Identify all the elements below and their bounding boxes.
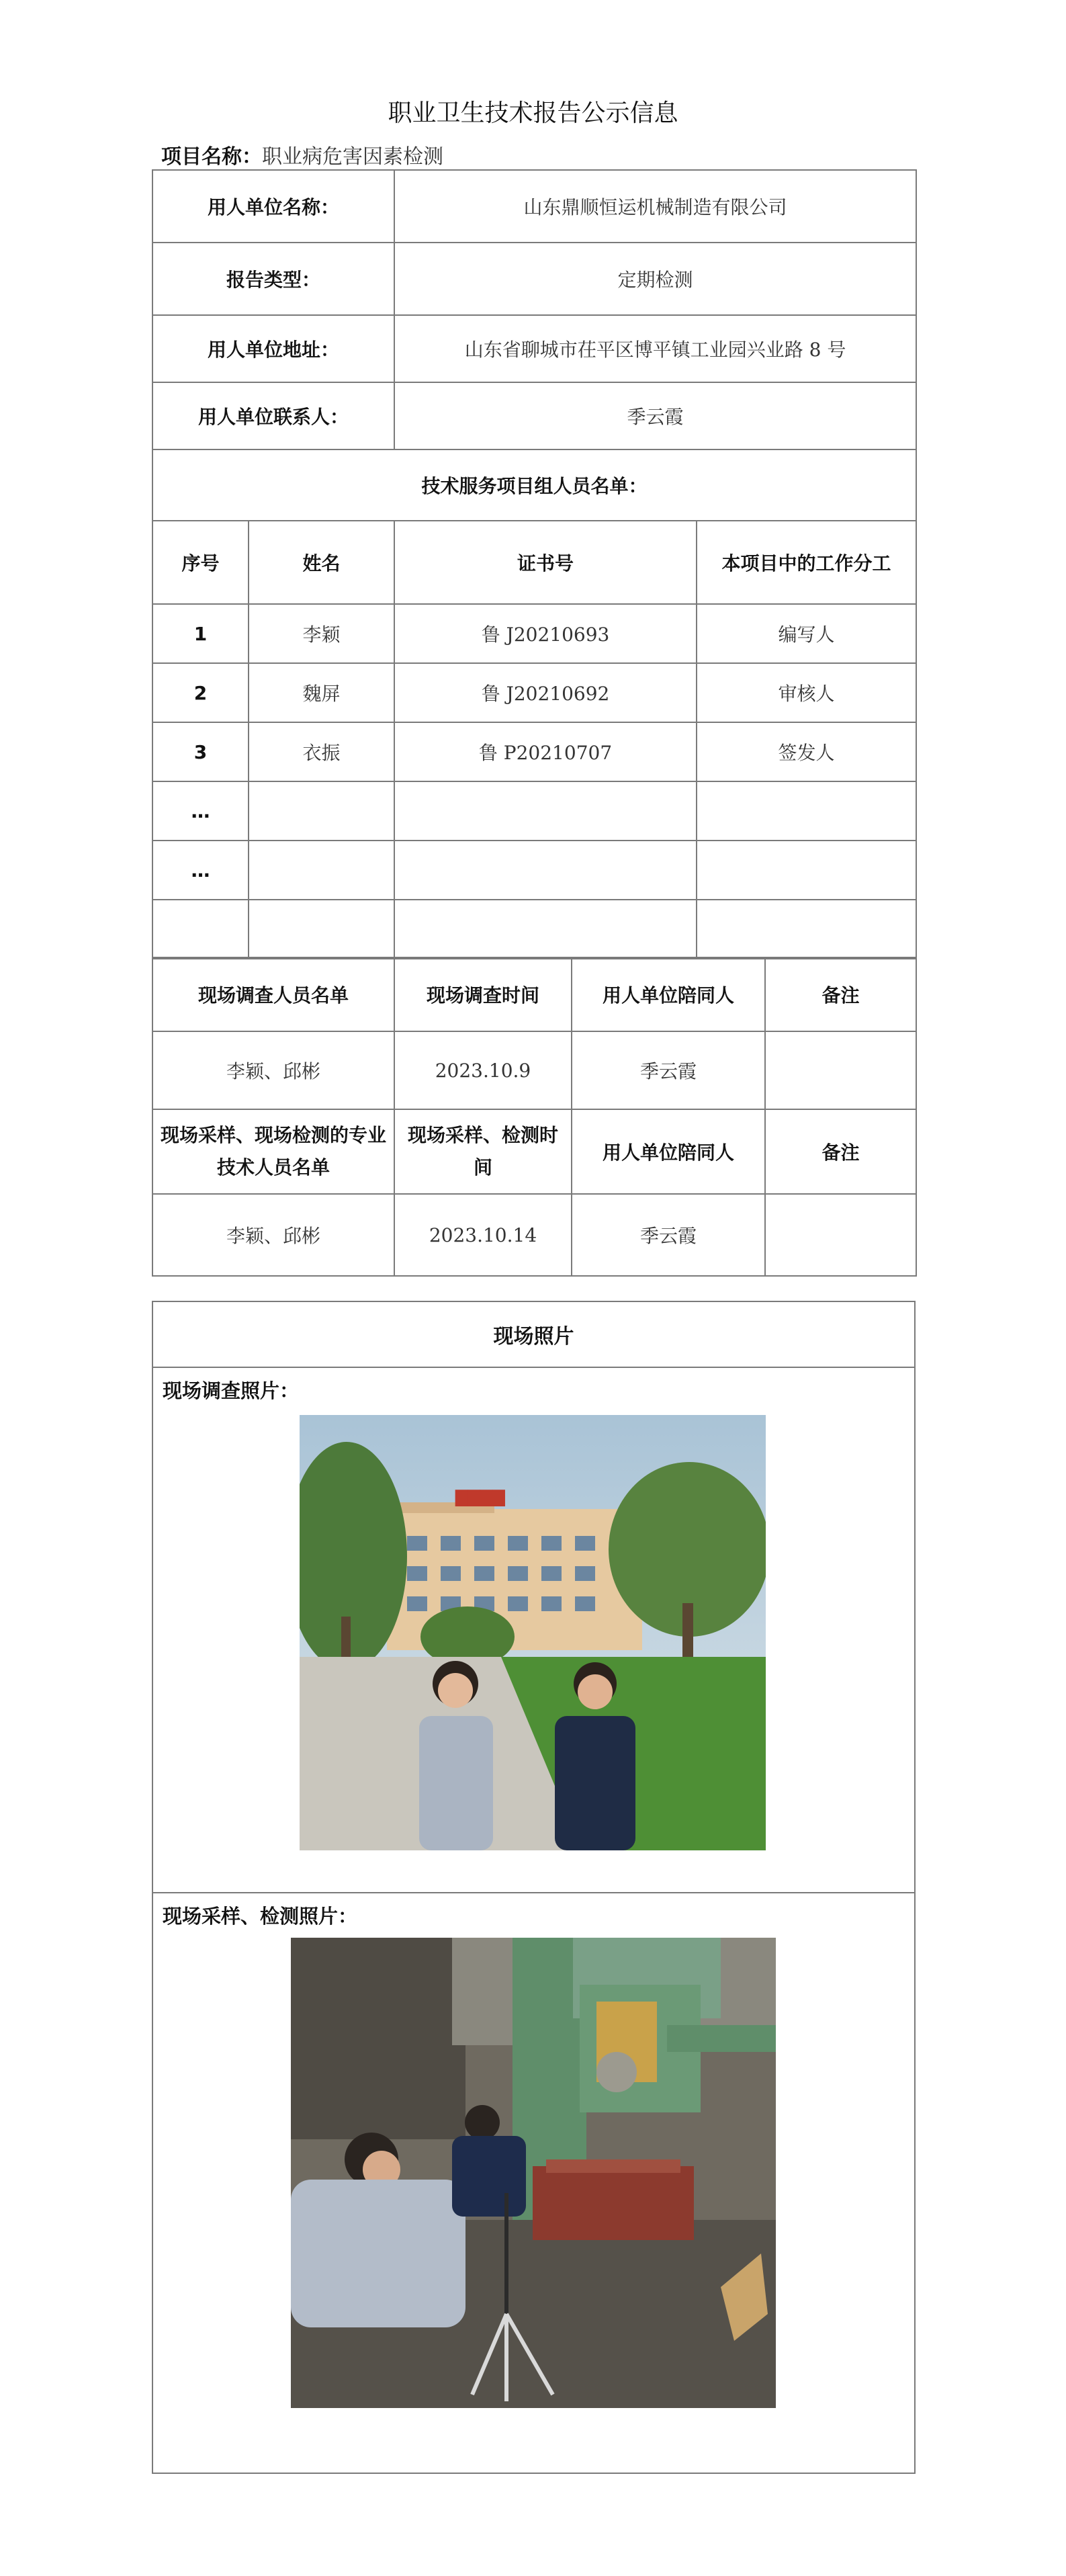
employer-address-value: 山东省聊城市茌平区博平镇工业园兴业路 8 号 bbox=[394, 315, 916, 382]
team-row-cert bbox=[394, 781, 697, 841]
project-value: 职业病危害因素检测 bbox=[262, 145, 443, 169]
team-row-role bbox=[697, 900, 916, 959]
project-label: 项目名称： bbox=[161, 145, 262, 169]
survey-header-escort: 用人单位陪同人 bbox=[572, 957, 765, 1031]
team-row-index: … bbox=[152, 781, 249, 841]
survey-header-remark: 备注 bbox=[765, 957, 916, 1031]
survey-data-row bbox=[152, 1031, 916, 1109]
team-row-index bbox=[152, 900, 249, 959]
team-row-index: 1 bbox=[152, 604, 249, 663]
team-row-name: 李颖 bbox=[249, 604, 394, 663]
employer-contact-label: 用人单位联系人： bbox=[152, 382, 394, 449]
team-row-cert: 鲁 J20210692 bbox=[394, 663, 697, 722]
survey-escort: 季云霞 bbox=[572, 1031, 765, 1109]
team-row-role bbox=[697, 841, 916, 900]
team-header-role: 本项目中的工作分工 bbox=[697, 521, 916, 604]
team-header-row bbox=[152, 521, 916, 604]
team-row-name: 魏屏 bbox=[249, 663, 394, 722]
survey-photo-section bbox=[153, 1368, 914, 1893]
team-row-cert: 鲁 P20210707 bbox=[394, 722, 697, 781]
team-row-name bbox=[249, 781, 394, 841]
photo-section-title: 现场照片 bbox=[153, 1302, 914, 1368]
employer-contact-row bbox=[152, 382, 916, 449]
team-row-cert: 鲁 J20210693 bbox=[394, 604, 697, 663]
survey-header-staff: 现场调查人员名单 bbox=[152, 957, 394, 1031]
sampling-staff: 李颖、邱彬 bbox=[152, 1194, 394, 1276]
sampling-header-time: 现场采样、检测时间 bbox=[394, 1109, 572, 1194]
report-type-label: 报告类型： bbox=[152, 243, 394, 315]
team-row-cert bbox=[394, 900, 697, 959]
table-row bbox=[152, 781, 916, 841]
sampling-time: 2023.10.14 bbox=[394, 1194, 572, 1276]
sampling-header-row bbox=[152, 1109, 916, 1194]
info-table bbox=[152, 169, 917, 959]
team-row-name bbox=[249, 900, 394, 959]
survey-table bbox=[152, 957, 917, 1277]
team-title: 技术服务项目组人员名单： bbox=[152, 449, 916, 521]
team-row-role: 编写人 bbox=[697, 604, 916, 663]
svg-text:▇▇▇▇: ▇▇▇▇ bbox=[455, 1488, 505, 1506]
sampling-header-staff: 现场采样、现场检测的专业技术人员名单 bbox=[152, 1109, 394, 1194]
team-header-index: 序号 bbox=[152, 521, 249, 604]
sampling-photo-label: 现场采样、检测照片： bbox=[163, 1905, 358, 1928]
team-row-name: 衣振 bbox=[249, 722, 394, 781]
team-row-role: 审核人 bbox=[697, 663, 916, 722]
survey-staff: 李颖、邱彬 bbox=[152, 1031, 394, 1109]
survey-photo-illustration bbox=[300, 1415, 766, 1850]
table-row bbox=[152, 722, 916, 781]
table-row bbox=[152, 900, 916, 959]
team-row-role bbox=[697, 781, 916, 841]
team-row-role: 签发人 bbox=[697, 722, 916, 781]
employer-name-row bbox=[152, 170, 916, 243]
employer-address-label: 用人单位地址： bbox=[152, 315, 394, 382]
table-row bbox=[152, 841, 916, 900]
report-type-row bbox=[152, 243, 916, 315]
sampling-data-row bbox=[152, 1194, 916, 1276]
survey-header-time: 现场调查时间 bbox=[394, 957, 572, 1031]
team-header-name: 姓名 bbox=[249, 521, 394, 604]
survey-header-row bbox=[152, 957, 916, 1031]
employer-contact-value: 季云霞 bbox=[394, 382, 916, 449]
sampling-photo bbox=[291, 1938, 776, 2408]
team-row-index: 2 bbox=[152, 663, 249, 722]
sampling-photo-section bbox=[153, 1893, 914, 2475]
employer-name-label: 用人单位名称： bbox=[152, 170, 394, 243]
document-title: 职业卫生技术报告公示信息 bbox=[388, 99, 678, 127]
employer-address-row bbox=[152, 315, 916, 382]
photo-section bbox=[152, 1301, 916, 2474]
team-title-row bbox=[152, 449, 916, 521]
sampling-photo-illustration bbox=[291, 1938, 776, 2408]
survey-remark bbox=[765, 1031, 916, 1109]
team-header-cert: 证书号 bbox=[394, 521, 697, 604]
sampling-header-escort: 用人单位陪同人 bbox=[572, 1109, 765, 1194]
sampling-escort: 季云霞 bbox=[572, 1194, 765, 1276]
survey-time: 2023.10.9 bbox=[394, 1031, 572, 1109]
table-row bbox=[152, 604, 916, 663]
team-row-name bbox=[249, 841, 394, 900]
employer-name-value: 山东鼎顺恒运机械制造有限公司 bbox=[394, 170, 916, 243]
team-row-index: … bbox=[152, 841, 249, 900]
survey-photo bbox=[300, 1415, 766, 1850]
report-type-value: 定期检测 bbox=[394, 243, 916, 315]
team-row-index: 3 bbox=[152, 722, 249, 781]
table-row bbox=[152, 663, 916, 722]
team-row-cert bbox=[394, 841, 697, 900]
project-line bbox=[161, 140, 443, 169]
survey-photo-label: 现场调查照片： bbox=[163, 1379, 300, 1402]
sampling-header-remark: 备注 bbox=[765, 1109, 916, 1194]
sampling-remark bbox=[765, 1194, 916, 1276]
